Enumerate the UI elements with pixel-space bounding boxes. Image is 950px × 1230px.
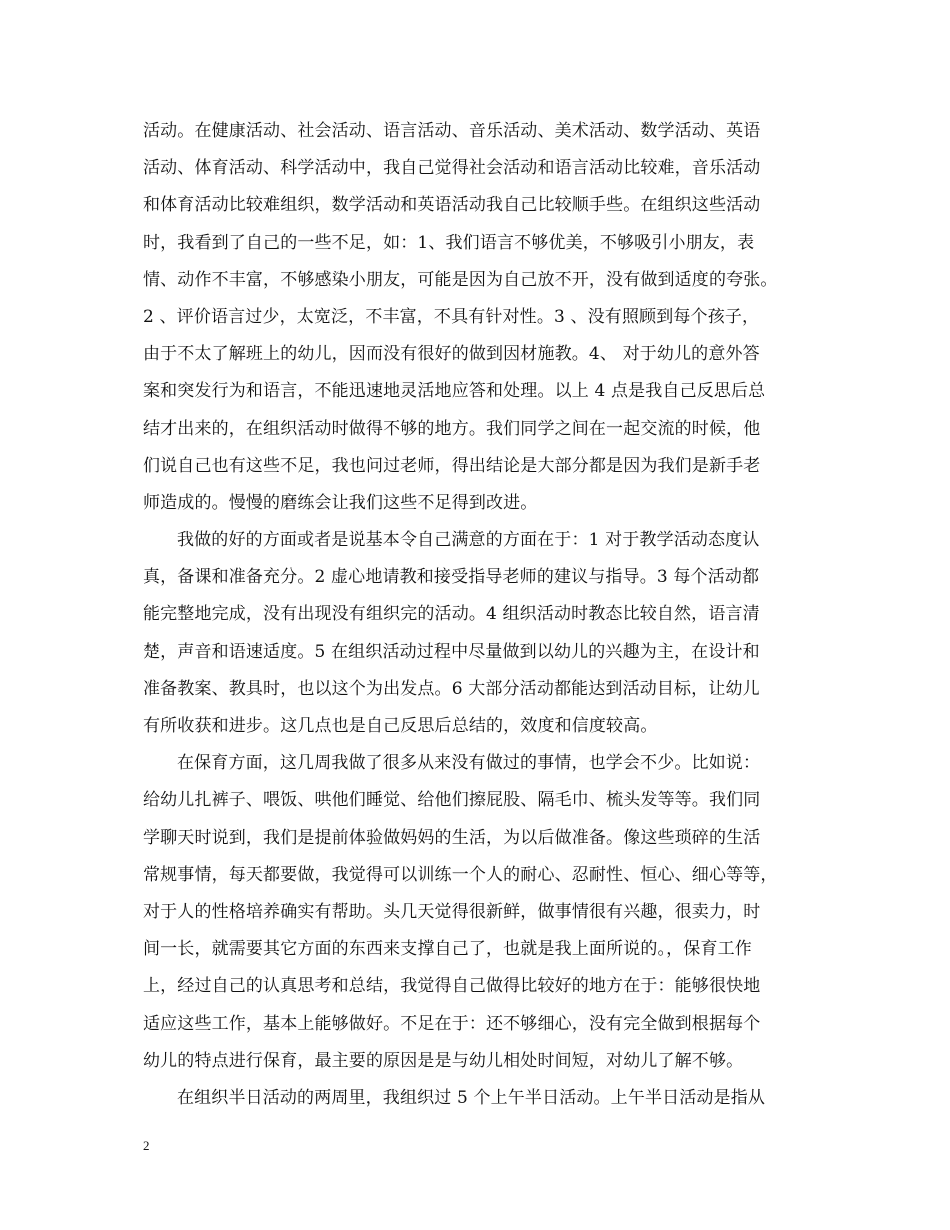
text-line: 适应这些工作，基本上能够做好。不足在于：还不够细心，没有完全做到根据每个 xyxy=(143,1013,761,1034)
text-line: 给幼儿扎裤子、喂饭、哄他们睡觉、给他们擦屁股、隔毛巾、梳头发等等。我们同 xyxy=(143,790,761,811)
text-line: 和体育活动比较难组织，数学活动和英语活动我自己比较顺手些。在组织这些活动 xyxy=(143,195,761,216)
text-line: 真，备课和准备充分。2 虚心地请教和接受指导老师的建议与指导。3 每个活动都 xyxy=(143,567,760,588)
page-number: 2 xyxy=(143,1138,150,1153)
text-line: 由于不太了解班上的幼儿，因而没有很好的做到因材施教。4、 对于幼儿的意外答 xyxy=(143,344,760,365)
text-line: 间一长，就需要其它方面的东西来支撑自己了，也就是我上面所说的。，保育工作 xyxy=(143,939,752,960)
paragraph-first-line: 我做的好的方面或者是说基本令自己满意的方面在于：1 对于教学活动态度认 xyxy=(177,530,760,551)
text-line: 楚，声音和语速适度。5 在组织活动过程中尽量做到以幼儿的兴趣为主，在设计和 xyxy=(143,641,760,662)
text-line: 有所收获和进步。这几点也是自己反思后总结的，效度和信度较高。 xyxy=(143,716,658,736)
text-line: 结才出来的，在组织活动时做得不够的地方。我们同学之间在一起交流的时候，他 xyxy=(143,418,761,439)
text-line: 情、动作不丰富，不够感染小朋友，可能是因为自己放不开，没有做到适度的夸张。 xyxy=(143,269,778,290)
text-line: 案和突发行为和语言，不能迅速地灵活地应答和处理。以上 4 点是我自己反思后总 xyxy=(143,381,766,402)
text-line: 幼儿的特点进行保育，最主要的原因是是与幼儿相处时间短，对幼儿了解不够。 xyxy=(143,1050,744,1071)
text-line: 活动、体育活动、科学活动中，我自己觉得社会活动和语言活动比较难，音乐活动 xyxy=(143,158,761,179)
paragraph-first-line: 在保育方面，这几周我做了很多从来没有做过的事情，也学会不少。比如说： xyxy=(177,753,761,774)
text-line: 2 、评价语言过少，太宽泛，不丰富，不具有针对性。3 、没有照顾到每个孩子， xyxy=(143,306,760,327)
text-line: 上，经过自己的认真思考和总结，我觉得自己做得比较好的地方在于：能够很快地 xyxy=(143,976,761,997)
paragraph-first-line: 在组织半日活动的两周里，我组织过 5 个上午半日活动。上午半日活动是指从 xyxy=(177,1087,766,1108)
text-line: 们说自己也有这些不足，我也问过老师，得出结论是大部分都是因为我们是新手老 xyxy=(143,455,761,476)
body-text xyxy=(143,113,833,1117)
text-line: 师造成的。慢慢的磨练会让我们这些不足得到改进。 xyxy=(143,492,538,513)
text-line: 活动。在健康活动、社会活动、语言活动、音乐活动、美术活动、数学活动、英语 xyxy=(143,121,761,141)
text-line: 对于人的性格培养确实有帮助。头几天觉得很新鲜，做事情很有兴趣，很卖力，时 xyxy=(143,901,761,922)
text-line: 准备教案、教具时，也以这个为出发点。6 大部分活动都能达到活动目标，让幼儿 xyxy=(143,678,760,699)
text-line: 能完整地完成，没有出现没有组织完的活动。4 组织活动时教态比较自然，语言清 xyxy=(143,604,760,625)
text-line: 常规事情，每天都要做，我觉得可以训练一个人的耐心、忍耐性、恒心、细心等等， xyxy=(143,864,778,885)
text-line: 时，我看到了自己的一些不足，如：1、我们语言不够优美，不够吸引小朋友，表 xyxy=(143,232,755,253)
text-line: 学聊天时说到，我们是提前体验做妈妈的生活，为以后做准备。像这些琐碎的生活 xyxy=(143,827,761,848)
